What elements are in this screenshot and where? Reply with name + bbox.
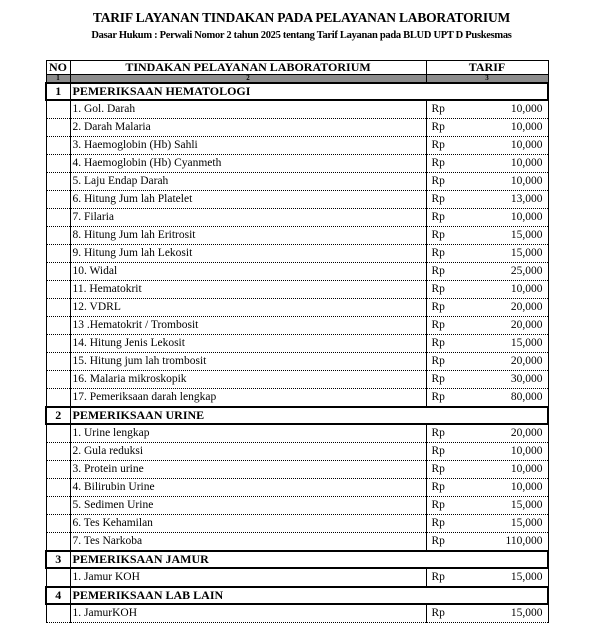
item-price: 10,000	[510, 463, 543, 475]
table-row	[46, 191, 548, 209]
item-tarif-cell	[426, 424, 548, 443]
item-number-cell	[46, 479, 70, 497]
item-tarif-cell	[426, 137, 548, 155]
item-name: 9. Hitung Jum lah Lekosit	[70, 245, 426, 263]
table-body	[46, 75, 548, 623]
item-tarif-cell	[426, 263, 548, 281]
item-price: 15,000	[510, 229, 543, 241]
item-tarif-cell	[426, 443, 548, 461]
column-number-row	[46, 75, 548, 84]
currency-label: Rp	[431, 607, 445, 619]
item-price: 15,000	[510, 337, 543, 349]
item-name: 3. Protein urine	[70, 461, 426, 479]
currency-label: Rp	[431, 319, 445, 331]
section-title: PEMERIKSAAN JAMUR	[70, 551, 548, 568]
item-tarif-cell	[426, 227, 548, 245]
item-tarif-cell	[426, 461, 548, 479]
table-row	[46, 533, 548, 552]
currency-label: Rp	[431, 121, 445, 133]
item-name: 1. Urine lengkap	[70, 424, 426, 443]
item-number-cell	[46, 335, 70, 353]
currency-label: Rp	[431, 571, 445, 583]
currency-label: Rp	[431, 175, 445, 187]
currency-label: Rp	[431, 481, 445, 493]
item-name: 13 .Hematokrit / Trombosit	[70, 317, 426, 335]
item-price: 10,000	[510, 157, 543, 169]
item-tarif-cell	[426, 533, 548, 552]
item-tarif-cell	[426, 209, 548, 227]
item-tarif-cell	[426, 299, 548, 317]
item-price: 10,000	[510, 175, 543, 187]
item-number-cell	[46, 281, 70, 299]
item-tarif-cell	[426, 155, 548, 173]
item-number-cell	[46, 155, 70, 173]
table-header-row	[46, 61, 548, 75]
item-name: 16. Malaria mikroskopik	[70, 371, 426, 389]
item-name: 4. Bilirubin Urine	[70, 479, 426, 497]
item-name: 7. Tes Narkoba	[70, 533, 426, 552]
item-number-cell	[46, 173, 70, 191]
item-name: 15. Hitung jum lah trombosit	[70, 353, 426, 371]
table-row	[46, 461, 548, 479]
item-name: 6. Tes Kehamilan	[70, 515, 426, 533]
table-row	[46, 604, 548, 623]
section-row	[46, 551, 548, 568]
item-price: 20,000	[510, 427, 543, 439]
table-row	[46, 443, 548, 461]
item-tarif-cell	[426, 173, 548, 191]
item-tarif-cell	[426, 604, 548, 623]
item-tarif-cell	[426, 497, 548, 515]
item-tarif-cell	[426, 371, 548, 389]
item-price: 15,000	[510, 571, 543, 583]
item-number-cell	[46, 424, 70, 443]
item-name: 2. Darah Malaria	[70, 119, 426, 137]
currency-label: Rp	[431, 265, 445, 277]
section-title: PEMERIKSAAN HEMATOLOGI	[70, 83, 548, 100]
table-row	[46, 155, 548, 173]
section-number: 4	[46, 587, 70, 604]
item-price: 10,000	[510, 283, 543, 295]
table-row	[46, 424, 548, 443]
item-price: 20,000	[510, 319, 543, 331]
section-number: 2	[46, 407, 70, 424]
table-row	[46, 119, 548, 137]
table-row	[46, 317, 548, 335]
item-price: 110,000	[505, 535, 543, 547]
currency-label: Rp	[431, 247, 445, 259]
currency-label: Rp	[431, 517, 445, 529]
table-row	[46, 515, 548, 533]
item-number-cell	[46, 119, 70, 137]
item-price: 20,000	[510, 301, 543, 313]
item-price: 10,000	[510, 139, 543, 151]
table-row	[46, 371, 548, 389]
item-number-cell	[46, 461, 70, 479]
item-name: 6. Hitung Jum lah Platelet	[70, 191, 426, 209]
section-number: 3	[46, 551, 70, 568]
document-subtitle: Dasar Hukum : Perwali Nomor 2 tahun 2025 tentang Tarif Layanan pada BLUD UPT D Puskesmas	[91, 30, 512, 41]
item-number-cell	[46, 263, 70, 281]
item-name: 11. Hematokrit	[70, 281, 426, 299]
item-name: 10. Widal	[70, 263, 426, 281]
item-number-cell	[46, 371, 70, 389]
item-name: 7. Filaria	[70, 209, 426, 227]
item-tarif-cell	[426, 568, 548, 587]
table-row	[46, 335, 548, 353]
item-tarif-cell	[426, 191, 548, 209]
item-name: 3. Haemoglobin (Hb) Sahli	[70, 137, 426, 155]
item-name: 1. Gol. Darah	[70, 100, 426, 119]
item-price: 30,000	[510, 373, 543, 385]
item-name: 2. Gula reduksi	[70, 443, 426, 461]
item-tarif-cell	[426, 100, 548, 119]
currency-label: Rp	[431, 535, 445, 547]
currency-label: Rp	[431, 391, 445, 403]
column-number: 2	[70, 75, 426, 84]
item-tarif-cell	[426, 119, 548, 137]
item-price: 15,000	[510, 607, 543, 619]
item-number-cell	[46, 191, 70, 209]
currency-label: Rp	[431, 103, 445, 115]
item-name: 1. JamurKOH	[70, 604, 426, 623]
currency-label: Rp	[431, 229, 445, 241]
item-price: 10,000	[510, 445, 543, 457]
item-price: 10,000	[510, 481, 543, 493]
item-number-cell	[46, 604, 70, 623]
item-number-cell	[46, 209, 70, 227]
item-price: 13,000	[510, 193, 543, 205]
header-name: TINDAKAN PELAYANAN LABORATORIUM	[70, 61, 426, 75]
currency-label: Rp	[431, 373, 445, 385]
currency-label: Rp	[431, 139, 445, 151]
item-tarif-cell	[426, 317, 548, 335]
item-price: 25,000	[510, 265, 543, 277]
table-row	[46, 173, 548, 191]
currency-label: Rp	[431, 499, 445, 511]
item-name: 14. Hitung Jenis Lekosit	[70, 335, 426, 353]
item-number-cell	[46, 100, 70, 119]
table-row	[46, 263, 548, 281]
item-tarif-cell	[426, 515, 548, 533]
tariff-table	[45, 60, 549, 623]
item-name: 8. Hitung Jum lah Eritrosit	[70, 227, 426, 245]
table-row	[46, 227, 548, 245]
currency-label: Rp	[431, 193, 445, 205]
item-price: 80,000	[510, 391, 543, 403]
item-number-cell	[46, 299, 70, 317]
table-row	[46, 497, 548, 515]
header-no: NO	[46, 61, 70, 75]
section-row	[46, 407, 548, 424]
item-price: 15,000	[510, 499, 543, 511]
item-number-cell	[46, 515, 70, 533]
item-number-cell	[46, 317, 70, 335]
column-number: 3	[426, 75, 548, 84]
item-price: 10,000	[510, 103, 543, 115]
item-number-cell	[46, 568, 70, 587]
column-number: 1	[46, 75, 70, 84]
item-name: 5. Sedimen Urine	[70, 497, 426, 515]
item-number-cell	[46, 245, 70, 263]
item-price: 20,000	[510, 355, 543, 367]
currency-label: Rp	[431, 211, 445, 223]
section-title: PEMERIKSAAN LAB LAIN	[70, 587, 548, 604]
item-number-cell	[46, 533, 70, 552]
table-row	[46, 389, 548, 408]
item-price: 15,000	[510, 247, 543, 259]
item-tarif-cell	[426, 389, 548, 408]
table-row	[46, 568, 548, 587]
item-name: 1. Jamur KOH	[70, 568, 426, 587]
item-price: 15,000	[510, 517, 543, 529]
currency-label: Rp	[431, 337, 445, 349]
item-tarif-cell	[426, 281, 548, 299]
table-row	[46, 479, 548, 497]
table-row	[46, 137, 548, 155]
item-name: 17. Pemeriksaan darah lengkap	[70, 389, 426, 408]
table-row	[46, 209, 548, 227]
table-row	[46, 299, 548, 317]
section-number: 1	[46, 83, 70, 100]
currency-label: Rp	[431, 463, 445, 475]
section-row	[46, 83, 548, 100]
currency-label: Rp	[431, 355, 445, 367]
table-row	[46, 281, 548, 299]
currency-label: Rp	[431, 283, 445, 295]
item-name: 12. VDRL	[70, 299, 426, 317]
item-tarif-cell	[426, 353, 548, 371]
table-row	[46, 100, 548, 119]
table-row	[46, 245, 548, 263]
item-tarif-cell	[426, 245, 548, 263]
item-tarif-cell	[426, 335, 548, 353]
item-price: 10,000	[510, 121, 543, 133]
item-number-cell	[46, 227, 70, 245]
table-row	[46, 353, 548, 371]
item-name: 4. Haemoglobin (Hb) Cyanmeth	[70, 155, 426, 173]
item-number-cell	[46, 389, 70, 408]
section-title: PEMERIKSAAN URINE	[70, 407, 548, 424]
currency-label: Rp	[431, 301, 445, 313]
currency-label: Rp	[431, 157, 445, 169]
item-number-cell	[46, 443, 70, 461]
currency-label: Rp	[431, 445, 445, 457]
item-name: 5. Laju Endap Darah	[70, 173, 426, 191]
item-number-cell	[46, 497, 70, 515]
item-tarif-cell	[426, 479, 548, 497]
document-title: TARIF LAYANAN TINDAKAN PADA PELAYANAN LABORATORIUM	[92, 10, 511, 25]
item-number-cell	[46, 353, 70, 371]
item-number-cell	[46, 137, 70, 155]
item-price: 10,000	[510, 211, 543, 223]
header-tarif: TARIF	[426, 61, 548, 75]
section-row	[46, 587, 548, 604]
currency-label: Rp	[431, 427, 445, 439]
